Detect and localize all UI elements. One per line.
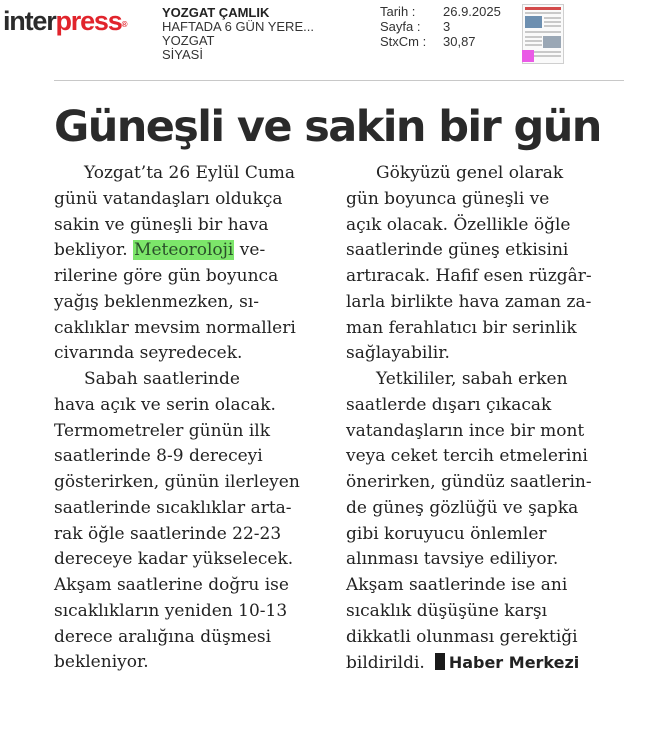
clip-headline: HAFTADA 6 GÜN YERE... [162, 19, 314, 34]
text-line: veya ceket tercih etmelerini [346, 446, 588, 467]
stxcm-value: 30,87 [443, 34, 476, 49]
final-line-with-byline [346, 650, 616, 677]
text-line: gösterirken, günün ilerleyen [54, 472, 300, 492]
highlighted-keyword: Meteoroloji [134, 240, 234, 261]
page-label: Sayfa : [380, 19, 421, 34]
text-line: Sabah saatlerinde [84, 369, 240, 389]
text-line: derece aralığına düşmesi [54, 626, 272, 647]
text-line: önerirken, gündüz saatlerin- [346, 472, 592, 492]
article-location-marker [522, 50, 534, 62]
thumbnail-line [525, 31, 561, 33]
text-line: vatandaşların ince bir mont [346, 420, 585, 441]
clip-info [162, 6, 314, 62]
registered-mark: ® [121, 20, 127, 29]
text-line: Gökyüzü genel olarak [376, 163, 564, 183]
byline-square-icon [435, 653, 445, 670]
text-line: Yozgat’ta 26 Eylül Cuma [84, 163, 296, 183]
text-line: günü vatandaşları oldukça [54, 188, 283, 209]
text-line: bildirildi. [346, 653, 425, 674]
text-line: larla birlikte hava zaman za- [346, 291, 592, 312]
logo-text-inter: inter [3, 6, 56, 36]
text-line: alınması tavsiye ediliyor. [346, 549, 559, 570]
thumbnail-line [544, 21, 561, 23]
date-row [380, 4, 501, 19]
thumbnail-masthead [525, 7, 561, 10]
stxcm-row [380, 34, 501, 49]
text-line: gün boyunca güneşli ve [346, 188, 550, 209]
text-line: sıcaklıkların yeniden 10-13 [54, 600, 288, 621]
text-line: yağış beklenmezken, sı- [54, 291, 260, 312]
text-line: sıcaklık düşüşüne karşı [346, 600, 548, 621]
text-line: civarında seyredecek. [54, 343, 243, 364]
thumbnail-line [525, 40, 542, 42]
thumbnail-line [544, 25, 561, 27]
text-line: caklıklar mevsim normalleri [54, 317, 296, 338]
text-line: saatlerinde sıcaklıklar arta- [54, 497, 292, 518]
text-line: gibi koruyucu önlemler [346, 523, 547, 544]
article-column-right [346, 161, 616, 677]
stxcm-label: StxCm : [380, 34, 427, 49]
text-line: de güneş gözlüğü ve şapka [346, 497, 579, 518]
thumbnail-line [525, 44, 542, 46]
text-line-with-highlight [54, 238, 324, 264]
text-line: saatlerinde güneş etkisini [346, 240, 569, 261]
text-fragment: bekliyor. [54, 240, 128, 261]
byline-text: Haber Merkezi [448, 653, 580, 673]
thumbnail-photo [525, 16, 542, 28]
text-line: sağlayabilir. [346, 343, 450, 364]
text-line: hava açık ve serin olacak. [54, 394, 276, 415]
text-line: rak öğle saatlerinde 22-23 [54, 523, 282, 544]
text-line: artıracak. Hafif esen rüzgâr- [346, 266, 592, 286]
thumbnail-photo [543, 36, 561, 48]
thumbnail-line [525, 36, 542, 38]
text-line: dikkatli olunması gerektiği [346, 626, 578, 647]
text-line: açık olacak. Özellikle öğle [346, 214, 571, 235]
text-fragment: ve- [239, 240, 266, 261]
article-column-left [54, 161, 324, 676]
interpress-logo [3, 6, 126, 36]
header-divider [54, 80, 624, 81]
page-value: 3 [443, 19, 451, 34]
clip-metadata [380, 4, 501, 49]
date-label: Tarih : [380, 4, 416, 19]
text-line: man ferahlatıcı bir serinlik [346, 317, 577, 338]
text-line: saatlerde dışarı çıkacak [346, 394, 552, 415]
page-row [380, 19, 501, 34]
text-line: Termometreler günün ilk [54, 420, 271, 441]
text-line: bekleniyor. [54, 652, 149, 673]
text-line: Akşam saatlerinde ise ani [346, 575, 568, 595]
article-title: Güneşli ve sakin bir gün [54, 102, 601, 152]
byline [435, 653, 579, 672]
publication-name: YOZGAT ÇAMLIK [162, 5, 270, 20]
clip-city: YOZGAT [162, 33, 215, 48]
logo-text-press: press [55, 6, 122, 36]
text-line: sakin ve güneşli bir hava [54, 214, 269, 235]
text-line: dereceye kadar yükselecek. [54, 549, 294, 570]
text-line: Akşam saatlerine doğru ise [54, 575, 289, 595]
clip-category: SİYASİ [162, 47, 203, 62]
thumbnail-line [525, 12, 561, 14]
thumbnail-line [544, 17, 561, 19]
text-line: saatlerinde 8-9 dereceyi [54, 446, 263, 467]
text-line: rilerine göre gün boyunca [54, 266, 279, 286]
date-value: 26.9.2025 [443, 4, 501, 19]
text-line: Yetkililer, sabah erken [376, 369, 568, 389]
